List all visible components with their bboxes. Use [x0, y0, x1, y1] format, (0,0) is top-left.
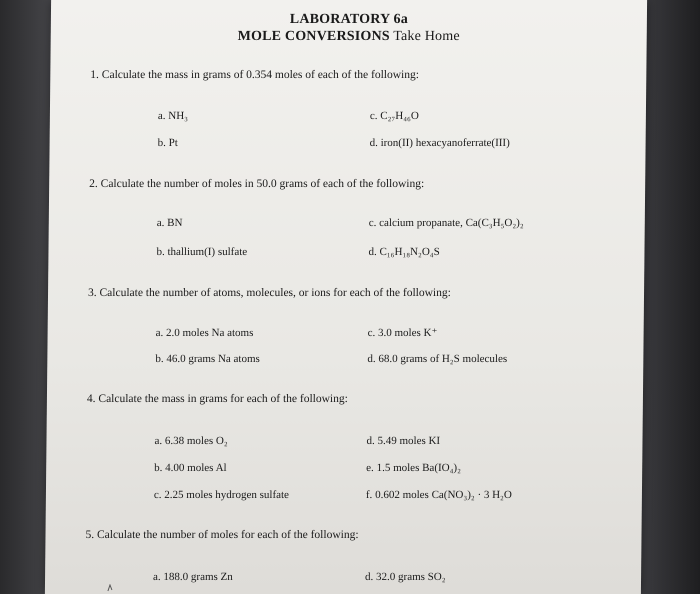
question-prompt: Calculate the number of atoms, molecules, or ions for each of the following:	[99, 287, 451, 299]
item-label: b.	[157, 137, 166, 149]
item-text: 4.00 moles Al	[165, 462, 227, 474]
item-label: c.	[369, 110, 378, 122]
item-text: 6.38 moles O₂	[164, 435, 228, 447]
item-text: 32.0 grams SO₂	[376, 571, 446, 583]
question-1-item-d	[370, 136, 510, 150]
item-label: a.	[155, 327, 164, 339]
question-5-item-a	[153, 570, 233, 584]
item-label: d.	[368, 246, 377, 258]
item-label: b.	[155, 353, 164, 365]
question-3-item-a	[156, 326, 254, 340]
item-text: 2.25 moles hydrogen sulfate	[164, 489, 290, 501]
item-text: 0.602 moles Ca(NO₃)₂ · 3 H₂O	[375, 489, 512, 501]
item-label: a.	[154, 435, 163, 447]
item-text: 1.5 moles Ba(IO₄)₂	[376, 462, 462, 474]
question-prompt: Calculate the number of moles for each of the following:	[96, 529, 359, 541]
pencil-mark-icon	[107, 584, 115, 592]
question-2-item-a	[157, 216, 183, 230]
question-1-item-b	[158, 136, 178, 150]
page-subtitle	[51, 29, 647, 45]
question-number: 3.	[87, 287, 97, 299]
worksheet-page	[45, 0, 647, 594]
item-label: a.	[153, 571, 161, 583]
item-text: 5.49 moles KI	[377, 435, 441, 447]
item-text: 68.0 grams of H₂S molecules	[378, 353, 508, 365]
item-text: calcium propanate, Ca(C₃H₅O₂)₂	[379, 217, 524, 229]
question-2	[89, 177, 424, 191]
item-label: d.	[366, 435, 375, 447]
question-3-item-b	[155, 352, 260, 366]
item-text: C₁₆H₁₈N₂O₄S	[379, 246, 440, 258]
item-text: NH₃	[168, 110, 189, 122]
item-label: d.	[367, 353, 376, 365]
item-text: 188.0 grams Zn	[163, 571, 233, 583]
item-label: c.	[367, 327, 376, 339]
item-label: a.	[156, 217, 165, 229]
item-label: d.	[365, 571, 374, 583]
item-text: 2.0 moles Na atoms	[165, 327, 254, 339]
item-label: b.	[154, 462, 163, 474]
question-prompt: Calculate the number of moles in 50.0 grams of each of the following:	[100, 178, 425, 190]
question-2-item-d	[368, 245, 439, 259]
item-text: thallium(I) sulfate	[167, 246, 248, 258]
question-2-item-c	[369, 216, 524, 230]
question-5-item-d	[365, 570, 446, 584]
page-title: LABORATORY 6a	[289, 12, 409, 27]
question-3-item-c	[368, 326, 438, 340]
question-4-item-a	[154, 434, 227, 448]
question-number: 2.	[89, 178, 98, 190]
question-2-item-b	[156, 245, 247, 259]
question-1-item-c	[370, 109, 419, 123]
question-4-item-b	[154, 461, 227, 475]
question-3	[88, 286, 451, 300]
question-4	[87, 392, 348, 406]
subtitle-suffix: Take Home	[389, 29, 460, 44]
item-text: 46.0 grams Na atoms	[166, 353, 260, 365]
question-1-item-a	[158, 109, 188, 123]
subtitle-main: MOLE CONVERSIONS	[237, 29, 390, 44]
item-text: C₂₇H₄₆O	[380, 110, 419, 122]
item-text: BN	[167, 217, 183, 229]
item-label: a.	[157, 110, 166, 122]
question-1	[90, 68, 419, 82]
item-text: 3.0 moles K⁺	[377, 327, 438, 339]
item-text: iron(II) hexacyanoferrate(III)	[380, 137, 510, 149]
item-label: f.	[365, 489, 373, 501]
question-4-item-c	[154, 488, 289, 502]
question-4-item-d	[366, 434, 440, 448]
question-4-item-e	[366, 461, 461, 475]
question-number: 1.	[90, 69, 100, 81]
item-label: c.	[153, 489, 162, 501]
item-text: Pt	[168, 137, 178, 149]
item-label: d.	[369, 137, 378, 149]
question-5	[85, 528, 358, 542]
item-label: b.	[156, 246, 165, 258]
background-right	[640, 0, 700, 594]
question-prompt: Calculate the mass in grams for each of the following:	[98, 393, 348, 405]
item-label: c.	[368, 217, 377, 229]
question-number: 4.	[86, 393, 96, 405]
item-label: e.	[366, 462, 374, 474]
question-3-item-d	[367, 352, 507, 366]
question-number: 5.	[85, 529, 95, 541]
question-4-item-f	[366, 488, 512, 502]
question-prompt: Calculate the mass in grams of 0.354 moles of each of the following:	[101, 69, 420, 81]
